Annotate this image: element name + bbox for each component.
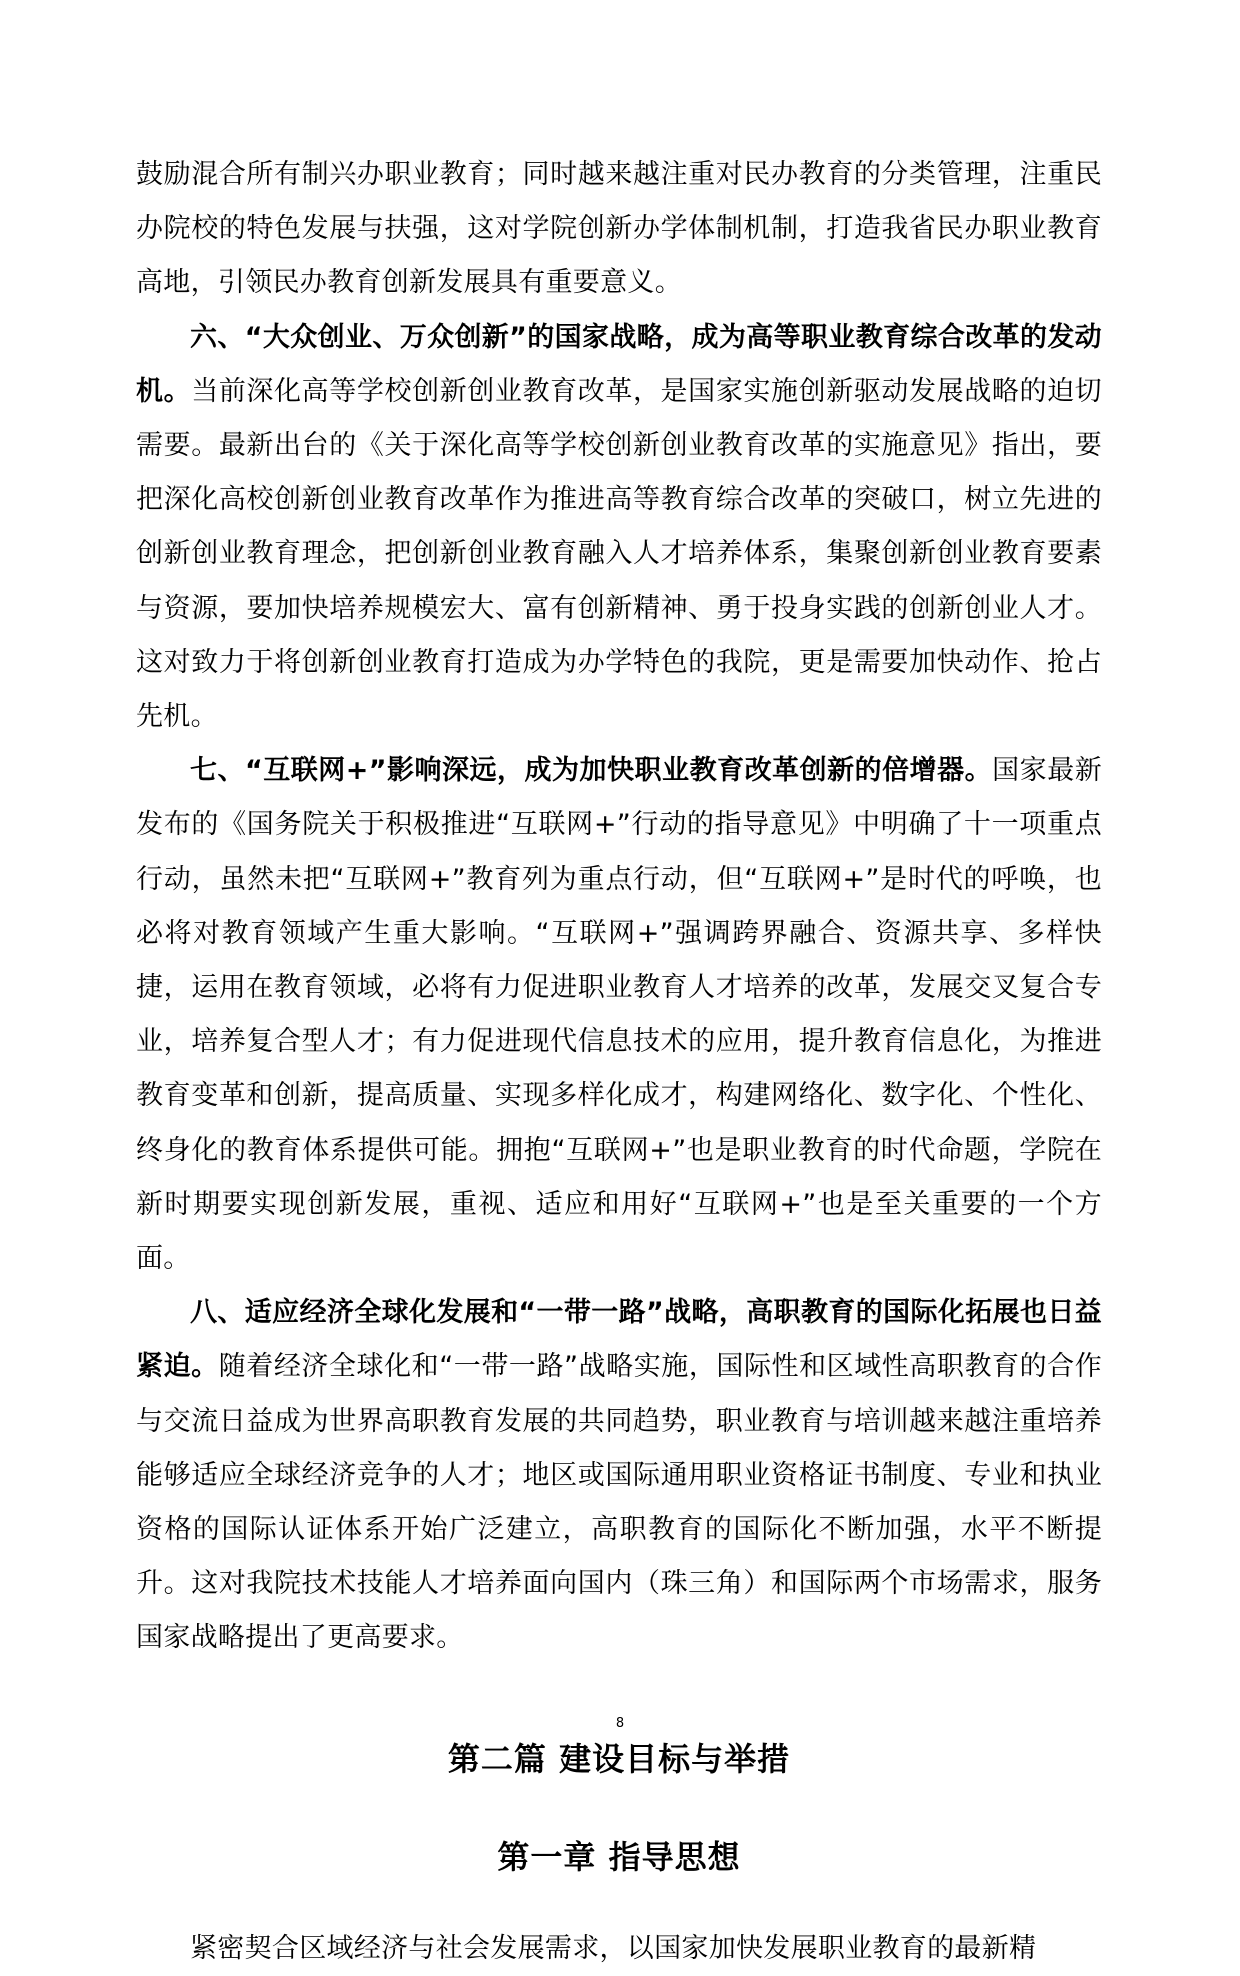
point-eight-body: 随着经济全球化和“一带一路”战略实施，国际性和区域性高职教育的合作与交流日益成为世界高职教育发展的共同趋势，职业教育与培训越来越注重培养能够适应全球经济竞争的人才；地区或国际通用职业资格证书制度、专业和执业资格的国际认证体系开始广泛建立，高职教育的国际化不断加强，水平不断提升。这对我院技术技能人才培养面向国内（珠三角）和国际两个市场需求，服务国家战略提出了更高要求。	[136, 1351, 1103, 1654]
point-seven-heading: 七、“互联网+”影响深远，成为加快职业教育改革创新的倍增器。	[190, 755, 993, 787]
continuation-paragraph: 鼓励混合所有制兴办职业教育；同时越来越注重对民办教育的分类管理，注重民办院校的特色发展与扶强，这对学院创新办学体制机制，打造我省民办职业教育高地，引领民办教育创新发展具有重要意义。	[136, 159, 1102, 299]
point-six-paragraph	[136, 311, 1102, 745]
point-eight-heading: 八、适应经济全球化发展和“一带一路”战略，高职教育的国际化拓展也日益紧迫。	[136, 1297, 1102, 1383]
part-title: 第二篇 建设目标与举措	[447, 1739, 791, 1778]
point-eight-paragraph	[136, 1286, 1102, 1665]
point-seven-body: 国家最新发布的《国务院关于积极推进“互联网+”行动的指导意见》中明确了十一项重点行动，虽然未把“互联网+”教育列为重点行动，但“互联网+”是时代的呼唤，也必将对教育领域产生重大影响。“互联网+”强调跨界融合、资源共享、多样快捷，运用在教育领域，必将有力促进职业教育人才培养的改革，发展交叉复合专业，培养复合型人才；有力促进现代信息技术的应用，提升教育信息化，为推进教育变革和创新，提高质量、实现多样化成才，构建网络化、数字化、个性化、终身化的教育体系提供可能。拥抱“互联网+”也是职业教育的时代命题，学院在新时期要实现创新发展，重视、适应和用好“互联网+”也是至关重要的一个方面。	[136, 755, 1102, 1275]
point-seven-paragraph	[136, 744, 1102, 1286]
point-six-heading: 六、“大众创业、万众创新”的国家战略，成为高等职业教育综合改革的发动机。	[136, 321, 1102, 407]
point-six-body: 当前深化高等学校创新创业教育改革，是国家实施创新驱动发展战略的迫切需要。最新出台的《关于深化高等学校创新创业教育改革的实施意见》指出，要把深化高校创新创业教育改革作为推进高等教育综合改革的突破口，树立先进的创新创业教育理念，把创新创业教育融入人才培养体系，集聚创新创业教育要素与资源，要加快培养规模宏大、富有创新精神、勇于投身实践的创新创业人才。这对致力于将创新创业教育打造成为办学特色的我院，更是需要加快动作、抢占先机。	[136, 375, 1102, 733]
chapter-opening-paragraph: 紧密契合区域经济与社会发展需求，以国家加快发展职业教育的最新精	[190, 1932, 1037, 1964]
page-number: 8	[615, 1716, 625, 1731]
chapter-title: 第一章 指导思想	[497, 1837, 741, 1876]
document-page	[136, 148, 1102, 1976]
